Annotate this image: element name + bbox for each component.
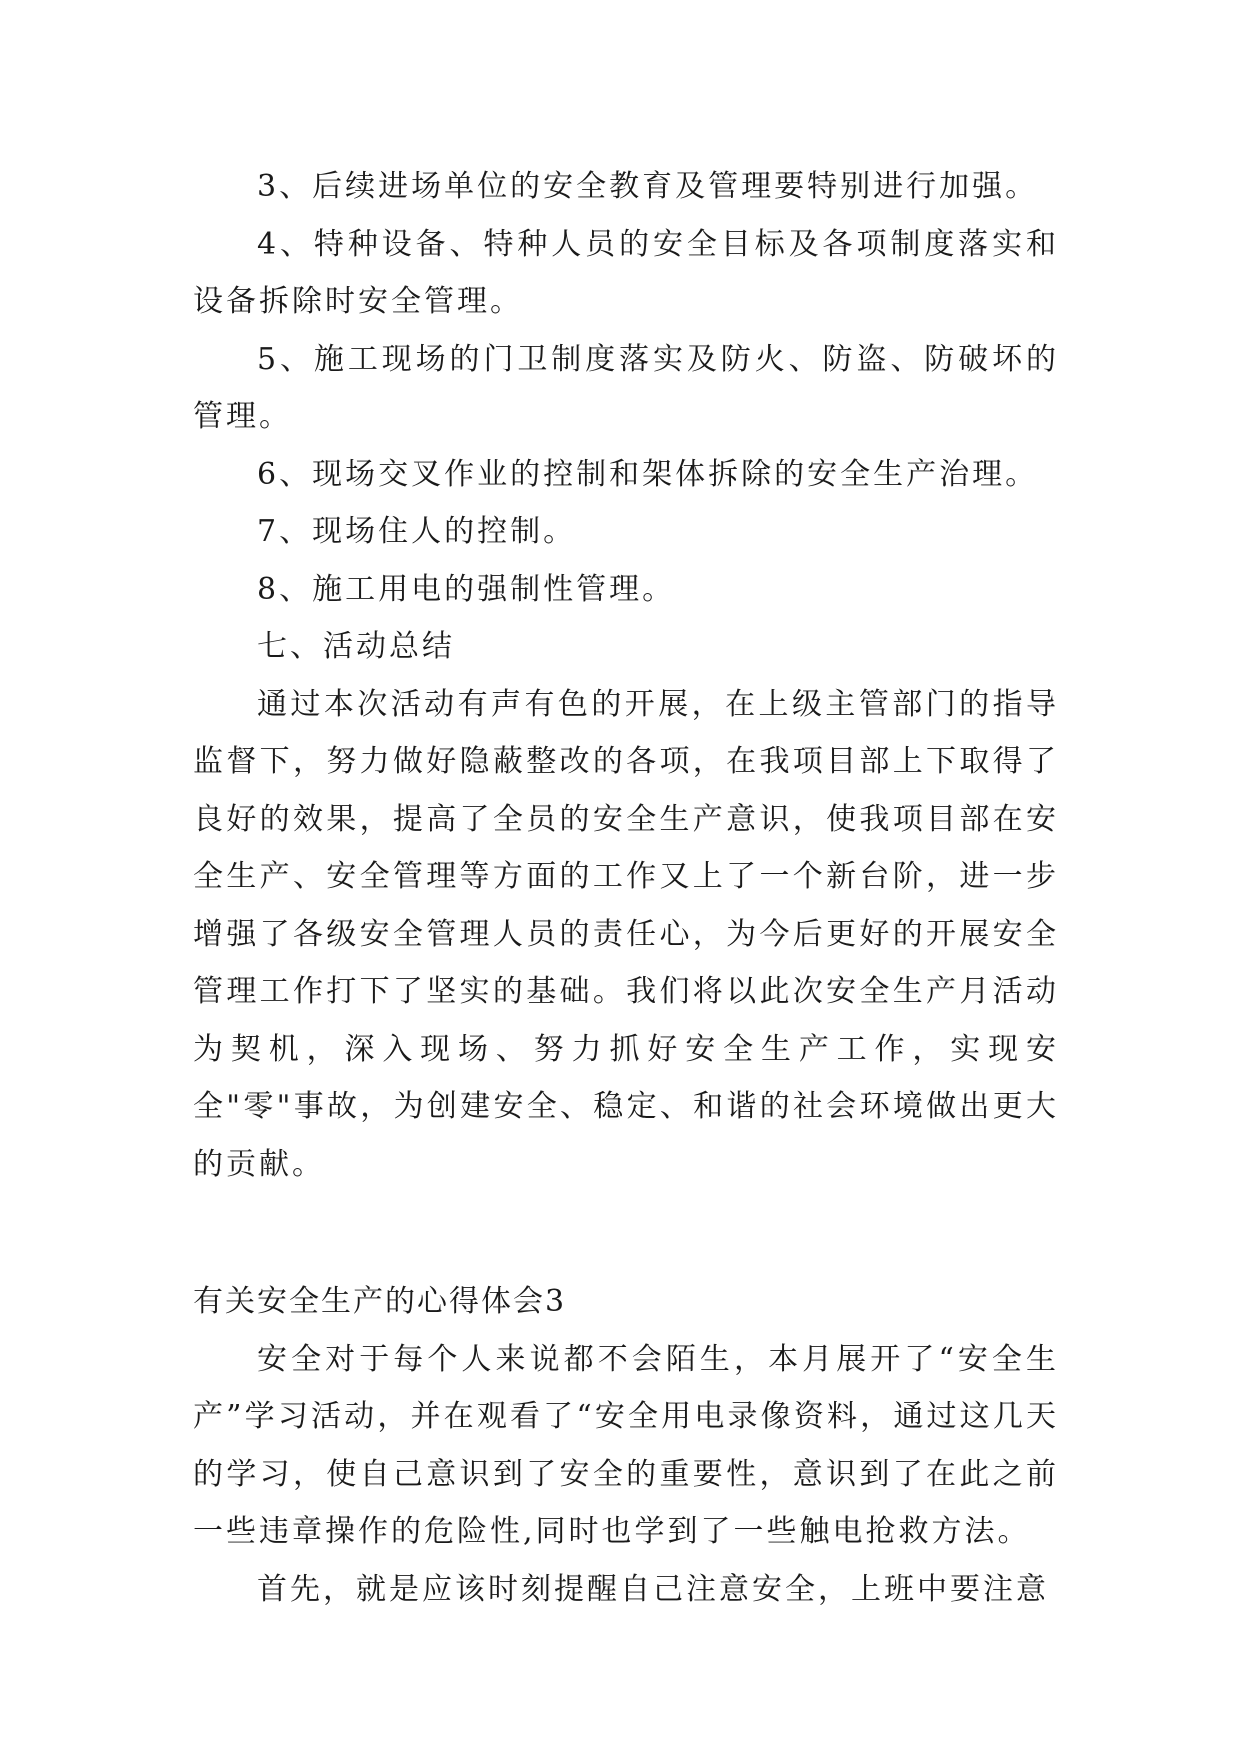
section-gap — [193, 1193, 1059, 1273]
list-item: 4、特种设备、特种人员的安全目标及各项制度落实和设备拆除时安全管理。 — [193, 226, 1059, 319]
list-item: 5、施工现场的门卫制度落实及防火、防盗、防破坏的管理。 — [193, 341, 1059, 434]
list-item: 6、现场交叉作业的控制和架体拆除的安全生产治理。 — [257, 456, 1039, 492]
list-item: 3、后续进场单位的安全教育及管理要特别进行加强。 — [257, 169, 1039, 204]
summary-paragraph: 通过本次活动有声有色的开展，在上级主管部门的指导监督下，努力做好隐蔽整改的各项，在我项目部上下取得了良好的效果，提高了全员的安全生产意识，使我项目部在安全生产、安全管理等方面的工作又上了一个新台阶，进一步增强了各级安全管理人员的责任心，为今后更好的开展安全管理工作打下了坚实的基础。我们将以此次安全生产月活动为契机，深入现场、努力抓好安全生产工作，实现安全"零"事故，为创建安全、稳定、和谐的社会环境做出更大的贡献。 — [193, 686, 1059, 1182]
list-item: 7、现场住人的控制。 — [257, 514, 577, 549]
article-paragraph: 首先，就是应该时刻提醒自己注意安全，上班中要注意 — [257, 1571, 1049, 1607]
section-heading: 七、活动总结 — [257, 629, 455, 664]
article-paragraph: 安全对于每个人来说都不会陌生，本月展开了“安全生产”学习活动，并在观看了“安全用电录像资料，通过这几天的学习，使自己意识到了安全的重要性，意识到了在此之前一些违章操作的危险性,同时也学到了一些触电抢救方法。 — [193, 1341, 1059, 1549]
list-item: 8、施工用电的强制性管理。 — [257, 571, 676, 607]
article-title: 有关安全生产的心得体会3 — [193, 1284, 567, 1319]
document-page — [193, 158, 1059, 1618]
